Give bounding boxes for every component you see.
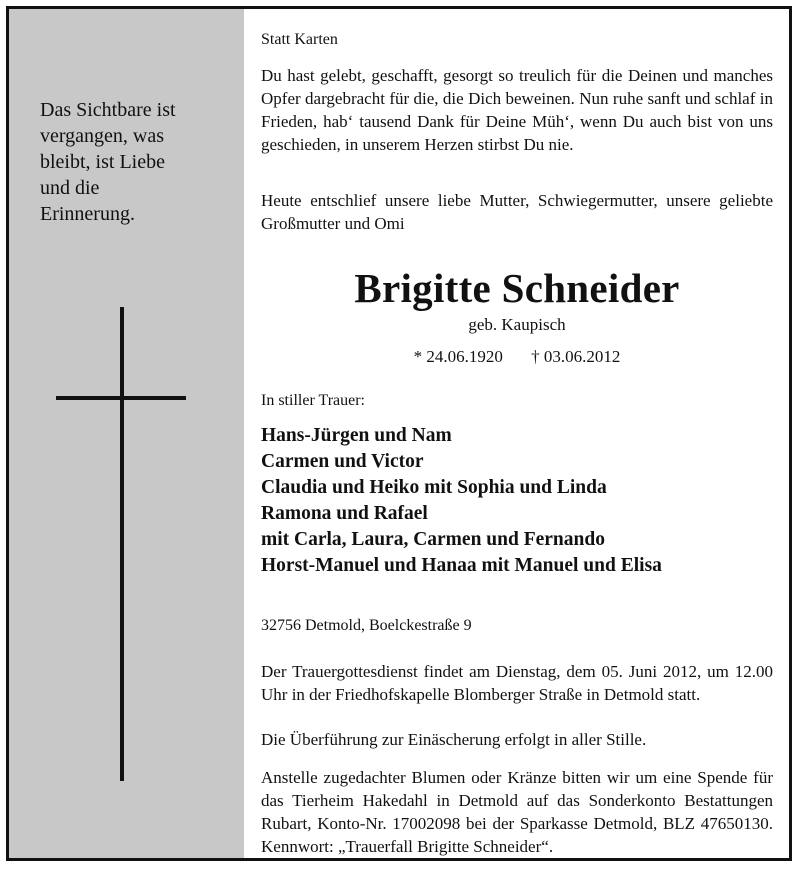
motto-text: Das Sichtbare ist vergangen, was bleibt, ist Liebe und die Erinnerung. <box>40 99 176 225</box>
cross-icon-vertical <box>120 307 124 781</box>
poem-text: Du hast gelebt, geschafft, gesorgt so treulich für die Deinen und manches Opfer dargebracht für die, die Dich beweinen. Nun ruhe sanft und schlaf in Frieden, hab‘ tausend Dank für Deine Müh‘, wenn Du auch bist von uns geschieden, in unserem Herzen stirbst Du nie. <box>261 66 773 154</box>
mourner-line: mit Carla, Laura, Carmen und Fernando <box>261 529 605 550</box>
intro-text: Heute entschlief unsere liebe Mutter, Schwiegermutter, unsere geliebte Großmutter und Omi <box>261 191 773 233</box>
life-dates <box>261 346 773 368</box>
service-text: Der Trauergottesdienst findet am Dienstag, dem 05. Juni 2012, um 12.00 Uhr in der Friedhofskapelle Blomberger Straße in Detmold statt. <box>261 662 773 704</box>
mourner-line: Hans-Jürgen und Nam <box>261 425 452 446</box>
mourner-line: Horst-Manuel und Hanaa mit Manuel und Elisa <box>261 555 662 576</box>
death-date: † 03.06.2012 <box>531 347 621 366</box>
mourners-list <box>261 423 662 579</box>
birth-date: * 24.06.1920 <box>413 347 503 366</box>
mourner-line: Claudia und Heiko mit Sophia und Linda <box>261 477 607 498</box>
maiden-name: geb. Kaupisch <box>468 315 566 334</box>
cross-icon-horizontal <box>56 396 186 400</box>
address-text: 32756 Detmold, Boelckestraße 9 <box>261 617 472 634</box>
mourner-line: Ramona und Rafael <box>261 503 428 524</box>
donation-text: Anstelle zugedachter Blumen oder Kränze bitten wir um eine Spende für das Tierheim Hakedahl in Detmold auf das Sonderkonto Bestattungen Rubart, Konto-Nr. 17002098 bei der Sparkasse Detmold, BLZ 47650130. Kennwort: „Trauerfall Brigitte Schneider“. <box>261 768 773 856</box>
deceased-name: Brigitte Schneider <box>354 265 680 311</box>
sidebar-panel <box>9 9 244 858</box>
mourner-line: Carmen und Victor <box>261 451 424 472</box>
mourning-label: In stiller Trauer: <box>261 392 365 409</box>
transfer-text: Die Überführung zur Einäscherung erfolgt in aller Stille. <box>261 730 647 749</box>
statt-karten-label: Statt Karten <box>261 31 338 48</box>
obituary-notice <box>6 6 792 861</box>
